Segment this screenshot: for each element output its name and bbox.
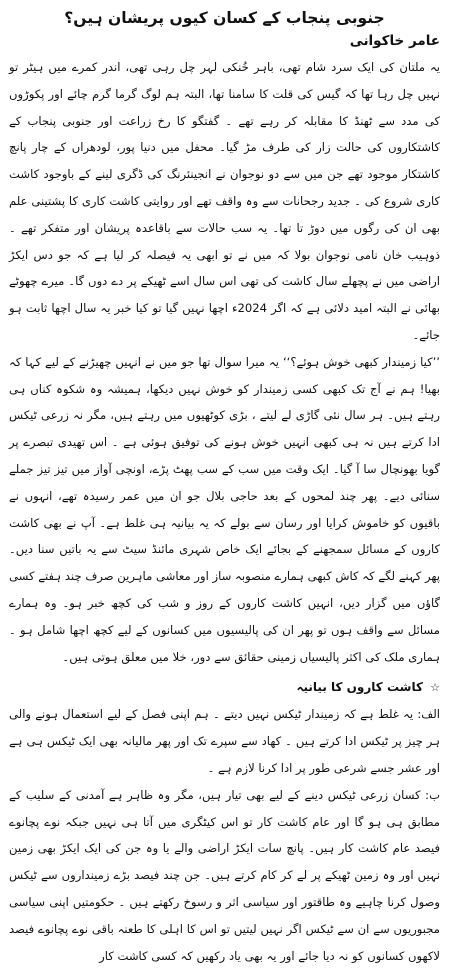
- section-subheading-text: کاشت کاروں کا بیانیہ: [296, 680, 423, 695]
- article-paragraph-1: یہ ملتان کی ایک سرد شام تھی، باہر خُنکی لہر چل رہی تھی، اندر کمرے میں ہیٹر تو نہیں چل رہا تھا کہ گیس کی قلت کا سامنا تھا، البتہ ہم لوگ گرما گرم چائے اور پکوڑوں کی مدد سے ٹھنڈ کا مقابلہ کر رہے تھے ۔ گفتگو کا رخ زراعت اور جنوبی پنجاب کے کاشتکاروں کی حالت زار کی طرف مڑ گیا۔ محفل میں دنیا پور، لودھراں کے چار پانچ کاشتکار موجود تھے جن میں سے دو نوجوان نے انجینئرنگ کی ڈگری لینے کے باوجود کاشت کاری شروع کی ۔ جدید رجحانات سے وہ واقف تھے اور روایتی کاشت کاری کا پشتینی علم بھی ان کی رگوں میں دوڑ تا تھا۔ یہ سب حالات سے باقاعدہ پریشان اور متفکر تھے ۔ ذوہیب خان نامی نوجوان بولا کہ میں نے تو ابھی یہ فیصلہ کر لیا ہے کہ جو دس ایکڑ اراضی میں نے پچھلے سال کاشت کی تھی اس سال اسے ٹھیکے پر دے دوں گا۔ میرے چھوٹے بھائی نے البتہ امید دلائی ہے کہ اگر 2024ء اچھا نہیں گیا تو کیا خبر یہ سال اچھا ثابت ہو جائے۔: [9, 60, 440, 342]
- narrative-point-alif: الف: یہ غلط ہے کہ زمیندار ٹیکس نہیں دیتے ۔ ہم اپنی فصل کے لیے استعمال ہونے والی ہر چیز پر ٹیکس ادا کرتے ہیں ۔ کھاد سے سپرے تک اور پھر مالیانہ بھی ایک ٹیکس ہی ہے اور عشر جسے شرعی طور پر ادا کرنا لازم ہے ۔: [9, 707, 440, 775]
- section-subheading: [9, 674, 440, 701]
- star-icon: ☆: [430, 681, 440, 695]
- author-byline: عامر خاکوانی: [349, 33, 440, 49]
- narrative-point-bay: ب: کسان زرعی ٹیکس دینے کے لیے بھی تیار ہیں، مگر وہ ظاہر ہے آمدنی کے سلیب کے مطابق ہی ہو گا اور عام کاشت کار تو اس کیٹگری میں آتا ہی نہیں جبکہ نوے پچانوے فیصد عام کاشت کار ہیں۔ پانچ سات ایکڑ اراضی والے یا وہ جن کی ایک ایکڑ بھی زمین نہیں اور وہ زمین ٹھیکے پر لے کر کام کرتے ہیں۔ جن چند فیصد بڑے زمینداروں سے ٹیکس وصول کرنا چاہیے وہ طاقتور اور سیاسی اثر و رسوخ رکھتے ہیں ۔ حکومتیں اپنی سیاسی مجبوریوں سے ان سے ٹیکس اگر نہیں لیتیں تو اس کا اہلی کا طعنہ باقی نوے پچانوے فیصد لاکھوں کسانوں کو نہ دیا جائے اور یہ بھی یاد رکھیں کہ کسی کاشت کار: [9, 787, 440, 963]
- article-headline: جنوبی پنجاب کے کسان کیوں پریشان ہیں؟: [64, 9, 385, 27]
- article-paragraph-2: ’’کیا زمیندار کبھی خوش ہوئے؟‘‘ یہ میرا سوال تھا جو میں نے انہیں چھیڑنے کے لیے کہا کہ بھیا! ہم نے آج تک کبھی کسی زمیندار کو خوش نہیں دیکھا، ہمیشہ وہ شکوہ کناں ہی رہتے ہیں۔ ہر سال نئی گاڑی لے لیتے ، بڑی کوٹھیوں میں رہتے ہیں، مگر نہ زرعی ٹیکس ادا کرتے ہیں نہ ہی کبھی انہیں خوش ہونے کی توفیق ہوئی ہے ۔ اس تھیدی تبصرے پر گویا بھونچال سا آ گیا۔ ایک وقت میں سب کے سب پھٹ پڑے، اونچی آواز میں تیز تیز جملے سنائی دیے۔ پھر چند لمحوں کے بعد حاجی بلال جو ان میں عمر رسیدہ تھے، انہوں نے باقیوں کو خاموش کرایا اور رسان سے بولے کہ یہ بیانیہ ہی غلط ہے۔ آپ نے بھی کاشت کاروں کے مسائل سمجھنے کے بجائے ایک خاص شہری مائنڈ سیٹ سے یہ باتیں سنا دیں۔ پھر کہنے لگے کہ کاش کبھی ہمارے منصوبہ ساز اور معاشی ماہرین صرف چند ہفتے کسی گاؤں میں گزار دیں، انہیں کاشت کاروں کے روز و شب کی کچھ خبر ہو۔ وہ ہمارے مسائل سے واقف ہوں تو پھر ان کی پالیسیوں میں کسانوں کے لیے کچھ اچھا شامل ہو ۔ ہماری ملک کی اکثر پالیسیاں زمینی حقائق سے دور، خلا میں معلق ہوتی ہیں۔: [9, 354, 440, 664]
